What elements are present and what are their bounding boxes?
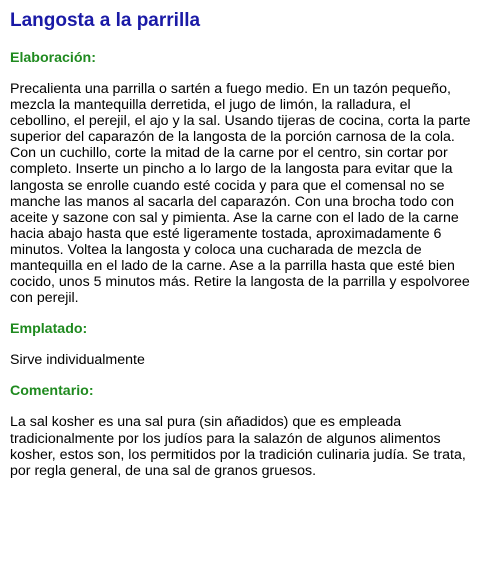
recipe-title: Langosta a la parrilla	[10, 10, 201, 31]
comentario-text: La sal kosher es una sal pura (sin añadidos) que es empleada tradicionalmente por los judíos para la salazón de algunos alimentos kosher, estos son, los permitidos por la tradición culinaria judía. Se trata, por regla general, de una sal de granos gruesos.	[10, 414, 466, 479]
emplatado-text: Sirve individualmente	[10, 352, 145, 369]
elaboracion-text: Precalienta una parrilla o sartén a fuego medio. En un tazón pequeño, mezcla la mantequilla derretida, el jugo de limón, la ralladura, el cebollino, el perejil, el ajo y la sal. Usando tijeras de cocina, corta la parte superior del caparazón de la langosta de la porción carnosa de la cola. Con un cuchillo, corte la mitad de la carne por el centro, sin cortar por completo. Inserte un pincho a lo largo de la langosta para evitar que la langosta se enrolle cuando esté cocida y para que el comensal no se manche las manos al sacarla del caparazón. Con una brocha todo con aceite y sazone con sal y pimienta. Ase la carne con el lado de la carne hacia abajo hasta que esté ligeramente tostada, aproximadamente 6 minutos. Voltea la langosta y coloca una cucharada de mezcla de mantequilla en el lado de la carne. Ase a la parrilla hasta que esté bien cocido, unos 5 minutos más. Retire la langosta de la parrilla y espolvoree con perejil.	[10, 81, 471, 307]
emplatado-heading: Emplatado:	[10, 321, 88, 338]
elaboracion-heading: Elaboración:	[10, 50, 96, 66]
comentario-heading: Comentario:	[10, 383, 94, 400]
